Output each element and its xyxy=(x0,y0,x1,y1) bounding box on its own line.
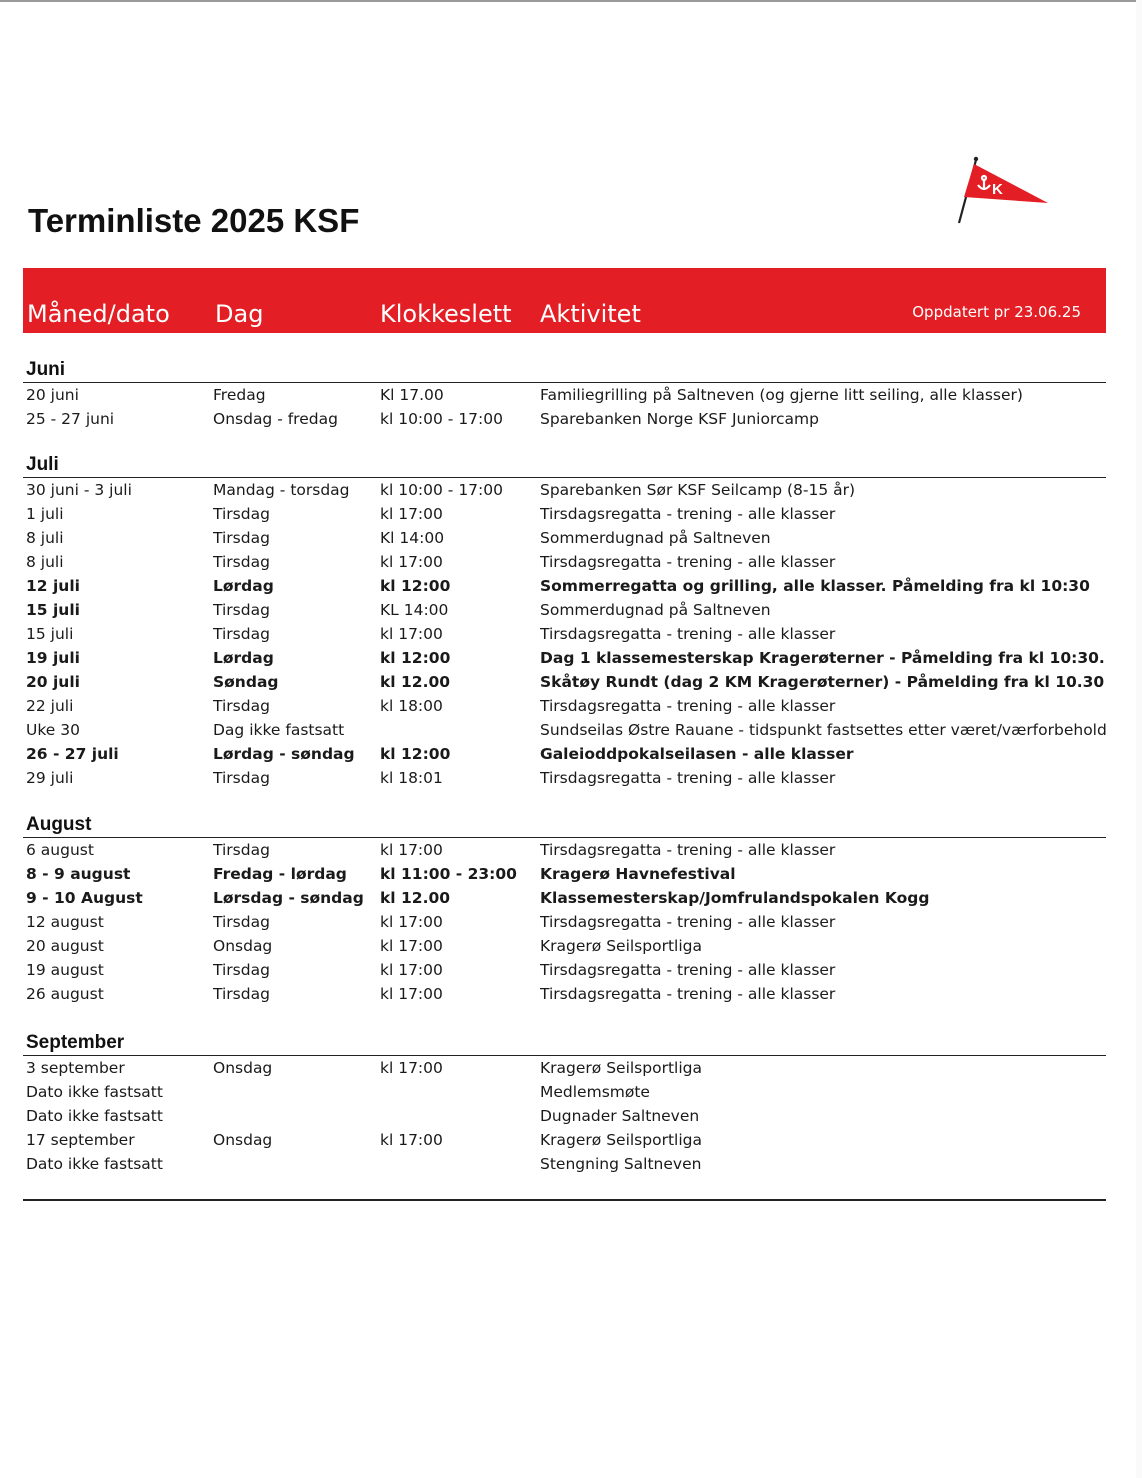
row-date: 26 august xyxy=(26,985,104,1003)
table-row xyxy=(23,934,1106,958)
row-day: Lørdag xyxy=(213,649,274,667)
section-title: Juni xyxy=(23,358,1106,383)
row-activity: Sparebanken Sør KSF Seilcamp (8-15 år) xyxy=(540,481,856,499)
table-row xyxy=(23,742,1106,766)
row-activity: Stengning Saltneven xyxy=(540,1155,702,1173)
row-date: 19 juli xyxy=(26,649,80,667)
col-header-day: Dag xyxy=(215,300,264,328)
row-date: 29 juli xyxy=(26,769,74,787)
row-time: kl 17:00 xyxy=(380,961,443,979)
table-row xyxy=(23,574,1106,598)
row-activity: Sparebanken Norge KSF Juniorcamp xyxy=(540,410,819,428)
row-day: Tirsdag xyxy=(213,505,270,523)
row-day: Tirsdag xyxy=(213,841,270,859)
header-banner xyxy=(23,268,1106,333)
row-activity: Tirsdagsregatta - trening - alle klasser xyxy=(540,553,836,571)
table-row xyxy=(23,646,1106,670)
row-activity: Sommerdugnad på Saltneven xyxy=(540,601,771,619)
row-date: Dato ikke fastsatt xyxy=(26,1107,163,1125)
table-row xyxy=(23,1152,1106,1176)
table-row xyxy=(23,862,1106,886)
table-row xyxy=(23,766,1106,790)
section-september xyxy=(23,1031,1106,1176)
row-time: kl 10:00 - 17:00 xyxy=(380,481,503,499)
row-date: 19 august xyxy=(26,961,104,979)
table-row xyxy=(23,958,1106,982)
row-date: Dato ikke fastsatt xyxy=(26,1155,163,1173)
table-row xyxy=(23,886,1106,910)
table-row xyxy=(23,407,1106,431)
row-time: kl 12:00 xyxy=(380,649,451,667)
row-date: 12 august xyxy=(26,913,104,931)
section-august xyxy=(23,813,1106,1006)
table-row xyxy=(23,1128,1106,1152)
row-day: Søndag xyxy=(213,673,279,691)
table-row xyxy=(23,910,1106,934)
row-time: kl 12.00 xyxy=(380,673,451,691)
row-date: 15 juli xyxy=(26,601,80,619)
table-row xyxy=(23,1056,1106,1080)
row-activity: Dag 1 klassemesterskap Kragerøterner - Påmelding fra kl 10:30. xyxy=(540,649,1105,667)
row-activity: Klassemesterskap/Jomfrulandspokalen Kogg xyxy=(540,889,930,907)
row-day: Tirsdag xyxy=(213,529,270,547)
row-activity: Kragerø Seilsportliga xyxy=(540,937,702,955)
table-row xyxy=(23,982,1106,1006)
row-activity: Skåtøy Rundt (dag 2 KM Kragerøterner) - Påmelding fra kl 10.30 xyxy=(540,673,1105,691)
row-time: kl 11:00 - 23:00 xyxy=(380,865,517,883)
row-time: kl 17:00 xyxy=(380,937,443,955)
table-row xyxy=(23,838,1106,862)
table-row xyxy=(23,478,1106,502)
section-title: September xyxy=(23,1031,1106,1056)
updated-note: Oppdatert pr 23.06.25 xyxy=(912,303,1081,321)
row-activity: Tirsdagsregatta - trening - alle klasser xyxy=(540,505,836,523)
page-title: Terminliste 2025 KSF xyxy=(28,202,360,239)
row-time: kl 18:01 xyxy=(380,769,443,787)
row-date: 3 september xyxy=(26,1059,125,1077)
row-activity: Tirsdagsregatta - trening - alle klasser xyxy=(540,769,836,787)
row-date: Dato ikke fastsatt xyxy=(26,1083,163,1101)
page-edge xyxy=(1136,0,1142,1478)
row-date: 20 juli xyxy=(26,673,80,691)
row-date: 12 juli xyxy=(26,577,80,595)
row-day: Tirsdag xyxy=(213,961,270,979)
club-pennant-icon xyxy=(954,154,1054,228)
table-row xyxy=(23,526,1106,550)
table-row xyxy=(23,550,1106,574)
row-day: Tirsdag xyxy=(213,769,270,787)
row-day: Mandag - torsdag xyxy=(213,481,350,499)
row-day: Lørdag - søndag xyxy=(213,745,355,763)
row-day: Onsdag xyxy=(213,937,273,955)
col-header-time: Klokkeslett xyxy=(380,300,512,328)
table-row xyxy=(23,502,1106,526)
row-date: Uke 30 xyxy=(26,721,80,739)
row-day: Onsdag xyxy=(213,1131,273,1149)
row-time: kl 18:00 xyxy=(380,697,443,715)
row-date: 20 august xyxy=(26,937,104,955)
row-day: Tirsdag xyxy=(213,625,270,643)
table-row xyxy=(23,622,1106,646)
row-activity: Kragerø Seilsportliga xyxy=(540,1059,702,1077)
row-activity: Tirsdagsregatta - trening - alle klasser xyxy=(540,697,836,715)
row-date: 8 - 9 august xyxy=(26,865,131,883)
row-activity: Medlemsmøte xyxy=(540,1083,650,1101)
row-time: kl 12.00 xyxy=(380,889,451,907)
table-row xyxy=(23,1080,1106,1104)
table-row xyxy=(23,718,1106,742)
row-day: Tirsdag xyxy=(213,601,270,619)
row-day: Onsdag xyxy=(213,1059,273,1077)
row-date: 30 juni - 3 juli xyxy=(26,481,132,499)
row-activity: Tirsdagsregatta - trening - alle klasser xyxy=(540,625,836,643)
row-time: kl 10:00 - 17:00 xyxy=(380,410,503,428)
section-title: August xyxy=(23,813,1106,838)
table-row xyxy=(23,694,1106,718)
section-title: Juli xyxy=(23,453,1106,478)
top-border xyxy=(0,0,1142,2)
row-time: Kl 17.00 xyxy=(380,386,444,404)
section-juli xyxy=(23,453,1106,790)
row-time: Kl 14:00 xyxy=(380,529,445,547)
row-activity: Tirsdagsregatta - trening - alle klasser xyxy=(540,961,836,979)
bottom-rule xyxy=(23,1199,1106,1201)
row-activity: Galeioddpokalseilasen - alle klasser xyxy=(540,745,854,763)
row-time: kl 17:00 xyxy=(380,985,443,1003)
row-time: kl 17:00 xyxy=(380,841,443,859)
row-activity: Kragerø Havnefestival xyxy=(540,865,736,883)
table-row xyxy=(23,598,1106,622)
pennant-letter: K xyxy=(992,181,1003,198)
col-header-activity: Aktivitet xyxy=(540,300,641,328)
row-day: Onsdag - fredag xyxy=(213,410,338,428)
row-activity: Tirsdagsregatta - trening - alle klasser xyxy=(540,841,836,859)
row-date: 22 juli xyxy=(26,697,74,715)
row-time: kl 12:00 xyxy=(380,745,451,763)
row-time: kl 17:00 xyxy=(380,553,443,571)
row-time: kl 17:00 xyxy=(380,1131,443,1149)
row-activity: Sommerdugnad på Saltneven xyxy=(540,529,771,547)
row-date: 15 juli xyxy=(26,625,74,643)
row-date: 6 august xyxy=(26,841,94,859)
row-day: Lørsdag - søndag xyxy=(213,889,364,907)
row-day: Lørdag xyxy=(213,577,274,595)
table-row xyxy=(23,1104,1106,1128)
row-date: 1 juli xyxy=(26,505,64,523)
row-activity: Sundseilas Østre Rauane - tidspunkt fastsettes etter været/værforbehold xyxy=(540,721,1107,739)
table-row xyxy=(23,383,1106,407)
row-date: 26 - 27 juli xyxy=(26,745,119,763)
row-time: KL 14:00 xyxy=(380,601,449,619)
row-day: Tirsdag xyxy=(213,553,270,571)
row-day: Tirsdag xyxy=(213,697,270,715)
row-day: Fredag - lørdag xyxy=(213,865,347,883)
row-activity: Dugnader Saltneven xyxy=(540,1107,700,1125)
row-activity: Tirsdagsregatta - trening - alle klasser xyxy=(540,913,836,931)
section-juni xyxy=(23,358,1106,431)
row-day: Tirsdag xyxy=(213,985,270,1003)
table-row xyxy=(23,670,1106,694)
row-activity: Tirsdagsregatta - trening - alle klasser xyxy=(540,985,836,1003)
row-date: 8 juli xyxy=(26,529,64,547)
row-activity: Kragerø Seilsportliga xyxy=(540,1131,702,1149)
row-day: Fredag xyxy=(213,386,266,404)
row-activity: Familiegrilling på Saltneven (og gjerne litt seiling, alle klasser) xyxy=(540,386,1023,404)
row-time: kl 12:00 xyxy=(380,577,451,595)
row-time: kl 17:00 xyxy=(380,505,443,523)
row-date: 9 - 10 August xyxy=(26,889,143,907)
row-activity: Sommerregatta og grilling, alle klasser. Påmelding fra kl 10:30 xyxy=(540,577,1090,595)
row-day: Dag ikke fastsatt xyxy=(213,721,345,739)
row-date: 20 juni xyxy=(26,386,79,404)
row-date: 25 - 27 juni xyxy=(26,410,115,428)
row-date: 17 september xyxy=(26,1131,135,1149)
row-time: kl 17:00 xyxy=(380,1059,443,1077)
row-time: kl 17:00 xyxy=(380,625,443,643)
row-date: 8 juli xyxy=(26,553,64,571)
row-day: Tirsdag xyxy=(213,913,270,931)
col-header-date: Måned/dato xyxy=(27,300,170,328)
row-time: kl 17:00 xyxy=(380,913,443,931)
